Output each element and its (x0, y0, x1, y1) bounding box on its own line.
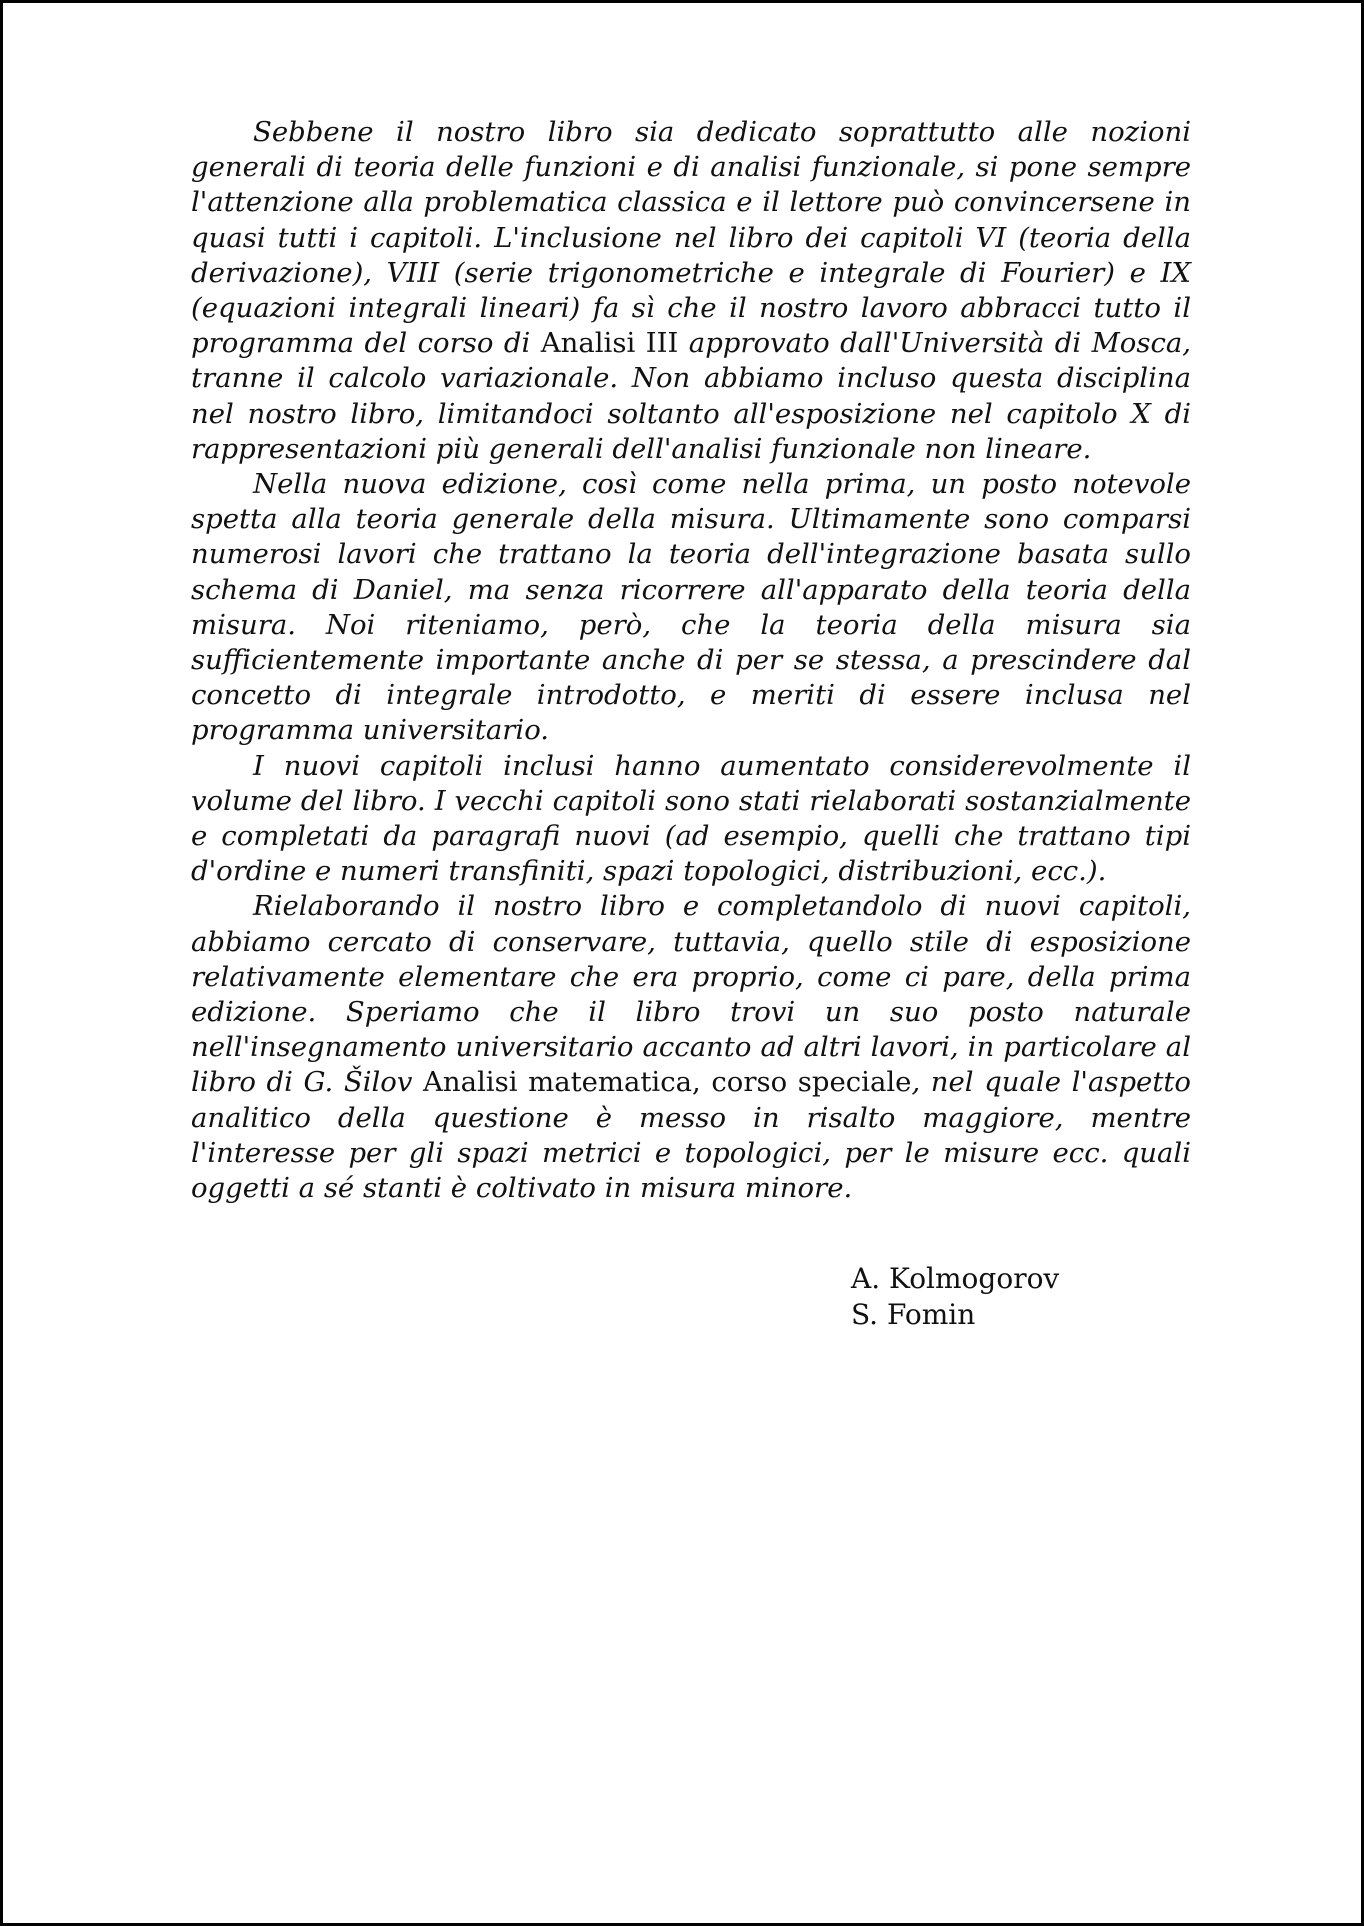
paragraph-text: , nel quale l'aspetto analitico della questione è messo in risalto maggiore, mentre l'interesse per gli spazi metrici e topologici, per le misure ecc. quali oggetti a sé stanti è coltivato in misura minore. (191, 1066, 1191, 1205)
paragraph-text: Sebbene il nostro libro sia dedicato soprattutto alle nozioni generali di teoria delle funzioni e di analisi funzionale, si pone sempre l'attenzione alla problematica classica e il lettore può convincersene in quasi tutti i capitoli. L'inclusione nel libro dei capitoli VI (teoria della derivazione), VIII (serie trigonometriche e integrale di Fourier) e IX (equazioni integrali lineari) fa sì che il nostro lavoro abbracci tutto il programma del corso di (191, 116, 1191, 360)
author-signature: A. Kolmogorov (851, 1262, 1060, 1295)
paragraph (191, 889, 1191, 1206)
signature-block (851, 1261, 1059, 1333)
paragraph (191, 115, 1191, 467)
course-title: Analisi III (540, 327, 679, 360)
paragraph-text: approvato dall'Università di Mosca, tranne il calcolo variazionale. Non abbiamo incluso questa disciplina nel nostro libro, limitandoci soltanto all'esposizione nel capitolo X di rappresentazioni più generali dell'analisi funzionale non lineare. (191, 327, 1192, 465)
paragraph-text: Nella nuova edizione, così come nella prima, un posto notevole spetta alla teoria generale della misura. Ultimamente sono comparsi numerosi lavori che trattano la teoria dell'integrazione basata sullo schema di Daniel, ma senza ricorrere all'apparato della teoria della misura. Noi riteniamo, però, che la teoria della misura sia sufficientemente importante anche di per se stessa, a prescindere dal concetto di integrale introdotto, e meriti di essere inclusa nel programma universitario. (191, 468, 1191, 747)
paragraph-text: Rielaborando il nostro libro e completandolo di nuovi capitoli, abbiamo cercato di conservare, tuttavia, quello stile di esposizione relativamente elementare che era proprio, come ci pare, della prima edizione. Speriamo che il libro trovi un suo posto naturale nell'insegnamento universitario accanto ad altri lavori, in particolare al libro di G. Šilov (191, 890, 1191, 1099)
paragraph (191, 467, 1191, 749)
preface-text (191, 115, 1191, 1206)
author-signature: S. Fomin (851, 1298, 976, 1331)
paragraph (191, 749, 1191, 890)
paragraph-text: I nuovi capitoli inclusi hanno aumentato considerevolmente il volume del libro. I vecchi capitoli sono stati rielaborati sostanzialmente e completati da paragrafi nuovi (ad esempio, quelli che trattano tipi d'ordine e numeri transfiniti, spazi topologici, distribuzioni, ecc.). (191, 749, 1191, 888)
book-title: Analisi matematica, corso speciale (423, 1066, 912, 1099)
